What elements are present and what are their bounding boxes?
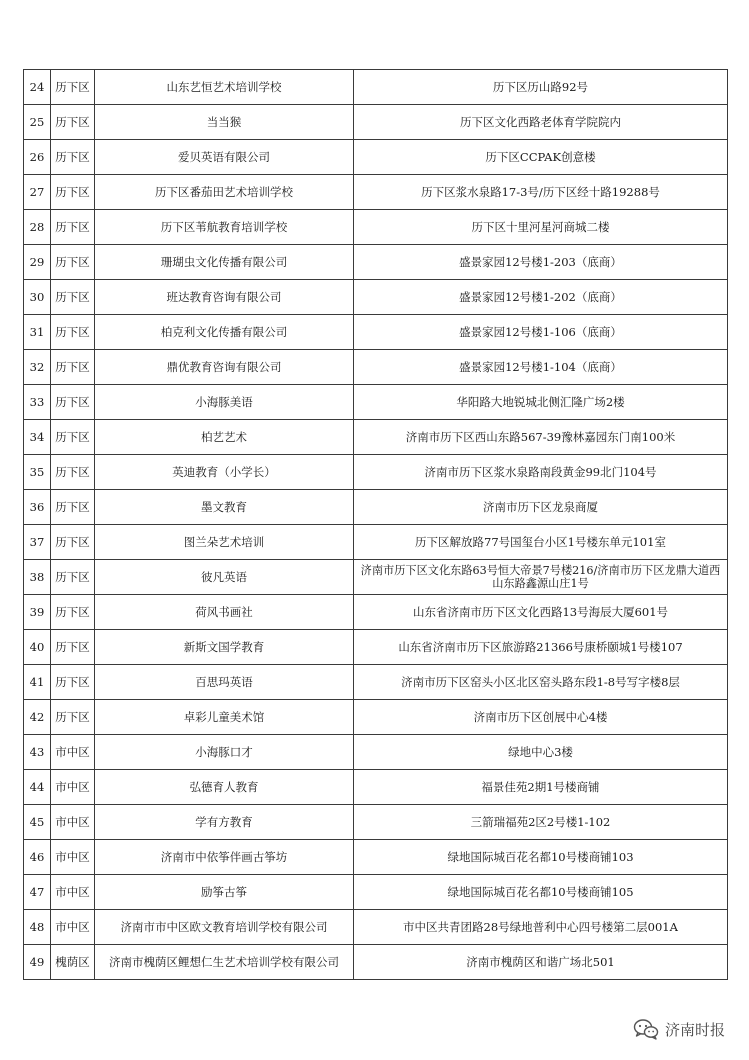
address-cell: 绿地国际城百花名都10号楼商铺105 (354, 875, 728, 910)
table-row (24, 210, 728, 245)
district-cell: 历下区 (51, 665, 95, 700)
table-row (24, 350, 728, 385)
address-cell: 济南市历下区浆水泉路南段黄金99北门104号 (354, 455, 728, 490)
row-number-cell: 39 (24, 595, 51, 630)
table-row (24, 280, 728, 315)
row-number-cell: 32 (24, 350, 51, 385)
table-row (24, 175, 728, 210)
institution-name-cell: 山东艺恒艺术培训学校 (95, 70, 354, 105)
institution-name-cell: 历下区苇航教育培训学校 (95, 210, 354, 245)
address-cell: 福景佳苑2期1号楼商铺 (354, 770, 728, 805)
institution-name-cell: 英迪教育（小学长） (95, 455, 354, 490)
row-number-cell: 38 (24, 560, 51, 595)
row-number-cell: 42 (24, 700, 51, 735)
table-row (24, 805, 728, 840)
row-number-cell: 30 (24, 280, 51, 315)
institution-name-cell: 小海豚美语 (95, 385, 354, 420)
district-cell: 历下区 (51, 105, 95, 140)
address-cell: 绿地国际城百花名都10号楼商铺103 (354, 840, 728, 875)
institution-name-cell: 当当猴 (95, 105, 354, 140)
address-cell: 历下区十里河星河商城二楼 (354, 210, 728, 245)
institution-name-cell: 鼎优教育咨询有限公司 (95, 350, 354, 385)
table-row (24, 770, 728, 805)
institution-name-cell: 励筝古筝 (95, 875, 354, 910)
institution-name-cell: 班达教育咨询有限公司 (95, 280, 354, 315)
address-cell: 盛景家园12号楼1-104（底商） (354, 350, 728, 385)
row-number-cell: 36 (24, 490, 51, 525)
institution-name-cell: 弘德育人教育 (95, 770, 354, 805)
table-row (24, 455, 728, 490)
address-cell: 济南市历下区创展中心4楼 (354, 700, 728, 735)
row-number-cell: 45 (24, 805, 51, 840)
district-cell: 历下区 (51, 175, 95, 210)
institution-name-cell: 彼凡英语 (95, 560, 354, 595)
table-row (24, 700, 728, 735)
table-row (24, 245, 728, 280)
address-cell: 三箭瑞福苑2区2号楼1-102 (354, 805, 728, 840)
row-number-cell: 37 (24, 525, 51, 560)
address-cell: 历下区文化西路老体育学院院内 (354, 105, 728, 140)
district-cell: 历下区 (51, 490, 95, 525)
district-cell: 历下区 (51, 70, 95, 105)
district-cell: 市中区 (51, 910, 95, 945)
row-number-cell: 24 (24, 70, 51, 105)
row-number-cell: 43 (24, 735, 51, 770)
row-number-cell: 41 (24, 665, 51, 700)
district-cell: 历下区 (51, 140, 95, 175)
row-number-cell: 27 (24, 175, 51, 210)
table-row (24, 105, 728, 140)
district-cell: 市中区 (51, 875, 95, 910)
institution-name-cell: 济南市市中区欧文教育培训学校有限公司 (95, 910, 354, 945)
wechat-watermark (633, 1018, 725, 1040)
institution-name-cell: 新斯文国学教育 (95, 630, 354, 665)
row-number-cell: 44 (24, 770, 51, 805)
district-cell: 历下区 (51, 280, 95, 315)
institution-name-cell: 珊瑚虫文化传播有限公司 (95, 245, 354, 280)
table-row (24, 490, 728, 525)
address-cell: 济南市历下区窑头小区北区窑头路东段1-8号写字楼8层 (354, 665, 728, 700)
district-cell: 历下区 (51, 560, 95, 595)
institution-name-cell: 济南市槐荫区鲤想仁生艺术培训学校有限公司 (95, 945, 354, 980)
table-row (24, 840, 728, 875)
address-cell: 山东省济南市历下区文化西路13号海辰大厦601号 (354, 595, 728, 630)
institution-name-cell: 墨文教育 (95, 490, 354, 525)
institution-name-cell: 小海豚口才 (95, 735, 354, 770)
table-row (24, 595, 728, 630)
address-cell: 济南市槐荫区和谐广场北501 (354, 945, 728, 980)
district-cell: 历下区 (51, 245, 95, 280)
table-row (24, 665, 728, 700)
district-cell: 历下区 (51, 630, 95, 665)
table-row (24, 560, 728, 595)
table-row (24, 525, 728, 560)
watermark-text: 济南时报 (664, 1020, 725, 1039)
institution-name-cell: 百思玛英语 (95, 665, 354, 700)
district-cell: 历下区 (51, 420, 95, 455)
row-number-cell: 40 (24, 630, 51, 665)
address-cell: 华阳路大地锐城北侧汇隆广场2楼 (354, 385, 728, 420)
district-cell: 市中区 (51, 805, 95, 840)
institution-name-cell: 学有方教育 (95, 805, 354, 840)
row-number-cell: 47 (24, 875, 51, 910)
institution-name-cell: 爱贝英语有限公司 (95, 140, 354, 175)
address-cell: 盛景家园12号楼1-106（底商） (354, 315, 728, 350)
table-row (24, 140, 728, 175)
address-cell: 历下区浆水泉路17-3号/历下区经十路19288号 (354, 175, 728, 210)
row-number-cell: 33 (24, 385, 51, 420)
address-cell: 历下区解放路77号国玺台小区1号楼东单元101室 (354, 525, 728, 560)
institution-table (23, 69, 728, 980)
row-number-cell: 46 (24, 840, 51, 875)
table-row (24, 70, 728, 105)
wechat-icon (633, 1018, 659, 1040)
row-number-cell: 28 (24, 210, 51, 245)
district-cell: 历下区 (51, 525, 95, 560)
table-body (24, 70, 728, 980)
address-cell: 历下区CCPAK创意楼 (354, 140, 728, 175)
row-number-cell: 26 (24, 140, 51, 175)
table-row (24, 735, 728, 770)
address-cell: 济南市历下区西山东路567-39豫林嘉园东门南100米 (354, 420, 728, 455)
row-number-cell: 25 (24, 105, 51, 140)
row-number-cell: 29 (24, 245, 51, 280)
row-number-cell: 34 (24, 420, 51, 455)
row-number-cell: 35 (24, 455, 51, 490)
address-cell: 盛景家园12号楼1-202（底商） (354, 280, 728, 315)
row-number-cell: 31 (24, 315, 51, 350)
row-number-cell: 48 (24, 910, 51, 945)
table-row (24, 945, 728, 980)
address-cell: 济南市历下区龙泉商厦 (354, 490, 728, 525)
institution-name-cell: 卓彩儿童美术馆 (95, 700, 354, 735)
address-cell: 绿地中心3楼 (354, 735, 728, 770)
institution-name-cell: 图兰朵艺术培训 (95, 525, 354, 560)
district-cell: 历下区 (51, 700, 95, 735)
district-cell: 市中区 (51, 735, 95, 770)
institution-name-cell: 历下区番茄田艺术培训学校 (95, 175, 354, 210)
district-cell: 市中区 (51, 770, 95, 805)
institution-name-cell: 济南市中依筝伴画古筝坊 (95, 840, 354, 875)
institution-name-cell: 荷风书画社 (95, 595, 354, 630)
address-cell: 山东省济南市历下区旅游路21366号康桥颐城1号楼107 (354, 630, 728, 665)
district-cell: 历下区 (51, 385, 95, 420)
table-row (24, 910, 728, 945)
institution-name-cell: 柏克利文化传播有限公司 (95, 315, 354, 350)
table-row (24, 420, 728, 455)
row-number-cell: 49 (24, 945, 51, 980)
address-cell: 历下区历山路92号 (354, 70, 728, 105)
institution-table-container (23, 69, 727, 980)
address-cell: 盛景家园12号楼1-203（底商） (354, 245, 728, 280)
district-cell: 历下区 (51, 315, 95, 350)
district-cell: 历下区 (51, 350, 95, 385)
table-row (24, 385, 728, 420)
table-row (24, 630, 728, 665)
table-row (24, 875, 728, 910)
district-cell: 历下区 (51, 455, 95, 490)
institution-name-cell: 柏艺艺术 (95, 420, 354, 455)
address-cell: 济南市历下区文化东路63号恒大帝景7号楼216/济南市历下区龙鼎大道西山东路鑫源山庄1号 (354, 560, 728, 595)
district-cell: 历下区 (51, 595, 95, 630)
address-cell: 市中区共青团路28号绿地普利中心四号楼第二层001A (354, 910, 728, 945)
district-cell: 市中区 (51, 840, 95, 875)
table-row (24, 315, 728, 350)
district-cell: 槐荫区 (51, 945, 95, 980)
district-cell: 历下区 (51, 210, 95, 245)
